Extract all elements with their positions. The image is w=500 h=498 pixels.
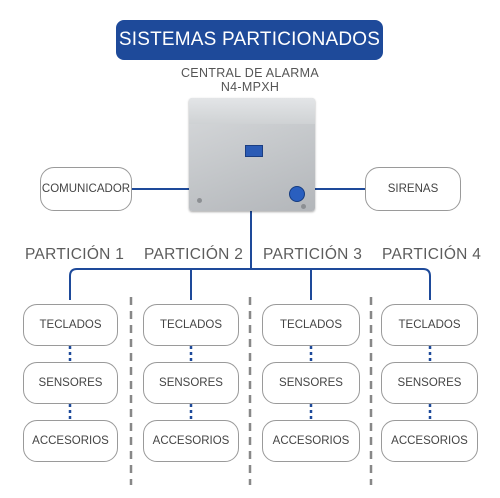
panel-caption-line1: CENTRAL DE ALARMA [180,66,319,80]
p3-sensores: SENSORES [262,362,360,404]
panel-lid [189,98,315,124]
p2-accesorios: ACCESORIOS [143,420,239,462]
p2-teclados: TECLADOS [143,304,239,346]
p1-teclados: TECLADOS [23,304,118,346]
panel-caption-line2: N4-MPXH [220,80,280,94]
node-sirenas: SIRENAS [365,167,461,211]
p4-teclados: TECLADOS [381,304,478,346]
node-comunicador: COMUNICADOR [40,167,132,211]
partition-bus [70,269,430,300]
screw-right [301,204,306,209]
partition-label-4: PARTICIÓN 4 [382,246,482,263]
screw-left [197,198,202,203]
p2-sensores: SENSORES [143,362,239,404]
p4-sensores: SENSORES [381,362,478,404]
title-banner: SISTEMAS PARTICIONADOS [116,20,383,60]
p1-sensores: SENSORES [23,362,118,404]
p1-accesorios: ACCESORIOS [23,420,118,462]
partition-label-2: PARTICIÓN 2 [144,246,244,263]
p3-teclados: TECLADOS [262,304,360,346]
partition-label-3: PARTICIÓN 3 [263,246,363,263]
p3-accesorios: ACCESORIOS [262,420,360,462]
partition-label-1: PARTICIÓN 1 [25,246,125,263]
panel-logo [245,145,263,157]
panel-badge-icon [289,186,305,202]
alarm-panel-image [189,98,315,211]
p4-accesorios: ACCESORIOS [381,420,478,462]
